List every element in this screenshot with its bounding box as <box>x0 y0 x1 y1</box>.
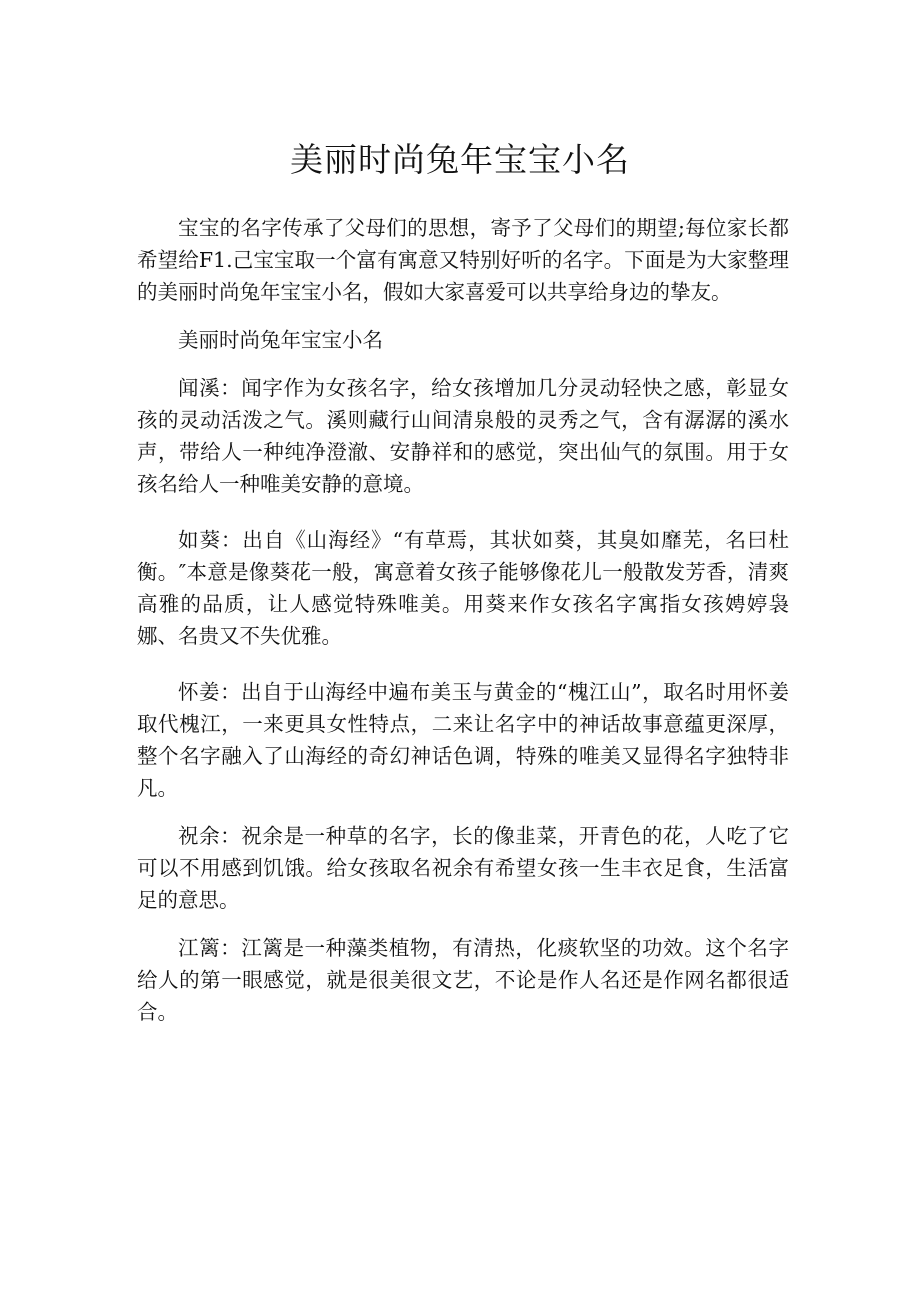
intro-paragraph: 宝宝的名字传承了父母们的思想，寄予了父母们的期望;每位家长都希望给F1.己宝宝取一个富有寓意又特别好听的名字。下面是为大家整理的美丽时尚兔年宝宝小名，假如大家喜爱可以共享给身边的挚友。 <box>137 216 789 304</box>
section-heading: 美丽时尚兔年宝宝小名 <box>178 328 383 352</box>
name-entry-zhuyu: 祝余：祝余是一种草的名字，长的像韭菜，开青色的花，人吃了它可以不用感到饥饿。给女孩取名祝余有希望女孩一生丰衣足食，生活富足的意思。 <box>137 824 789 912</box>
name-entry-wenxi: 闻溪：闻字作为女孩名字，给女孩增加几分灵动轻快之感，彰显女孩的灵动活泼之气。溪则藏行山间清泉般的灵秀之气，含有潺潺的溪水声，带给人一种纯净澄澈、安静祥和的感觉，突出仙气的氛围。用于女孩名给人一种唯美安静的意境。 <box>137 376 789 496</box>
name-entry-rukui: 如葵：出自《山海经》“有草焉，其状如葵，其臭如靡芜，名曰杜衡。″本意是像葵花一般，寓意着女孩子能够像花儿一般散发芳香，清爽高雅的品质，让人感觉特殊唯美。用葵来作女孩名字寓指女孩娉婷袅娜、名贵又不失优雅。 <box>137 528 789 648</box>
name-entry-jiangli: 江篱：江篱是一种藻类植物，有清热，化痰软坚的功效。这个名字给人的第一眼感觉，就是很美很文艺，不论是作人名还是作网名都很适合。 <box>137 936 789 1024</box>
document-title: 美丽时尚兔年宝宝小名 <box>290 140 630 179</box>
document-body <box>137 212 789 1028</box>
name-entry-huaijiang: 怀姜：出自于山海经中遍布美玉与黄金的“槐江山”，取名时用怀姜取代槐江，一来更具女性特点，二来让名字中的神话故事意蕴更深厚，整个名字融入了山海经的奇幻神话色调，特殊的唯美又显得名字独特非凡。 <box>137 680 789 800</box>
